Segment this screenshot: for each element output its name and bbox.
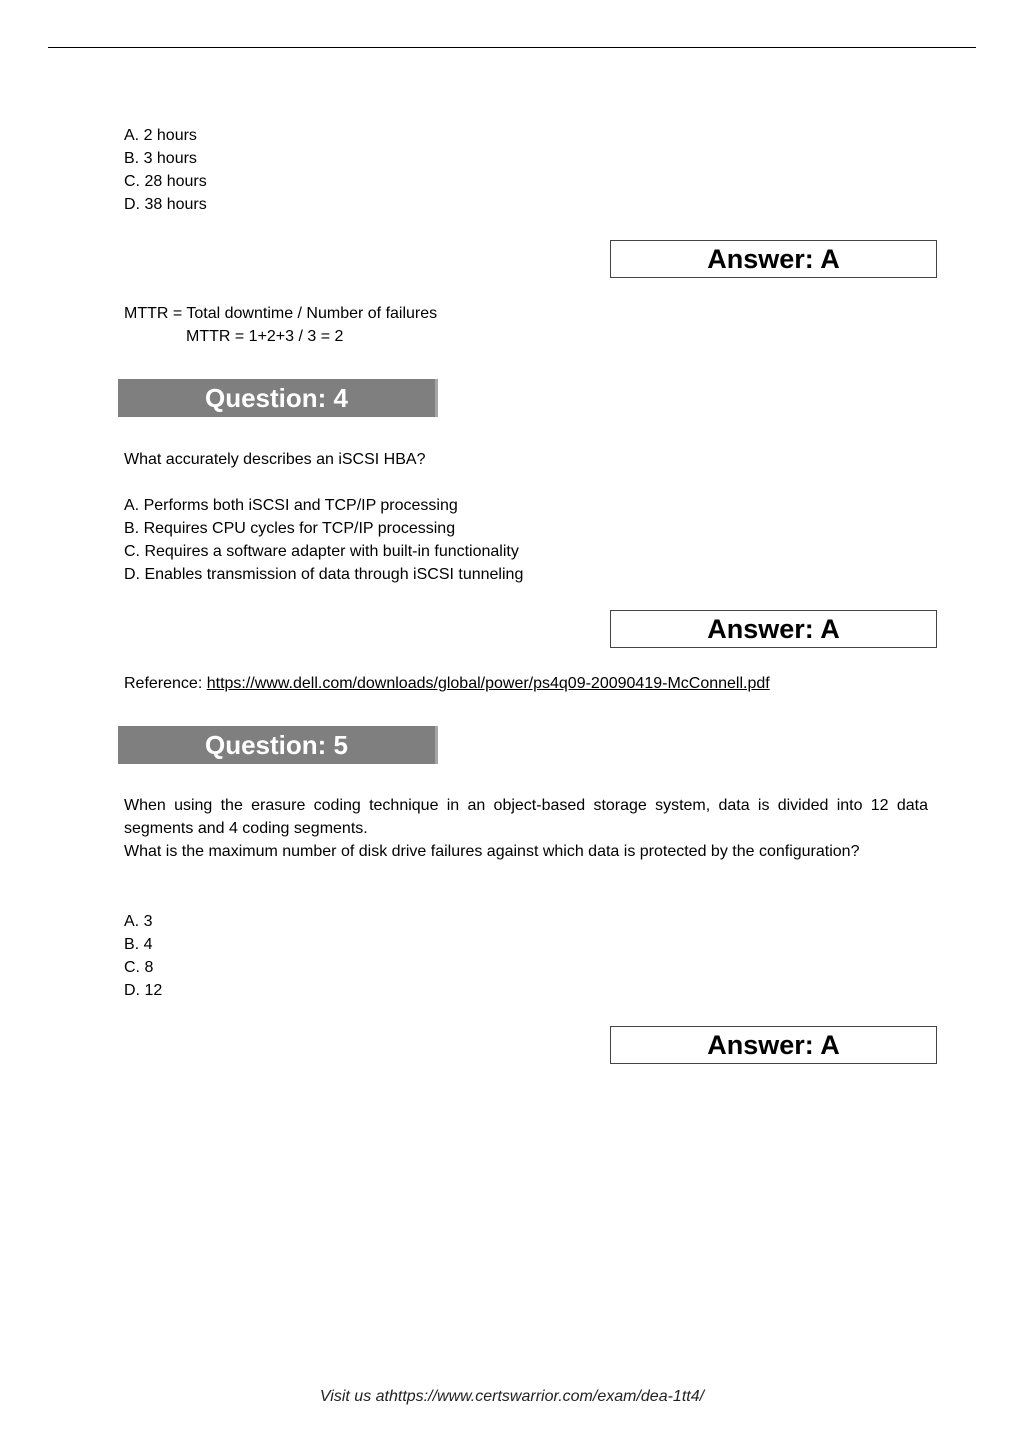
option-b: B. Requires CPU cycles for TCP/IP processing [124, 520, 456, 537]
q5-answer-box: Answer: A [610, 1026, 937, 1064]
option-a: A. Performs both iSCSI and TCP/IP processing [124, 497, 458, 514]
q4-reference [124, 672, 770, 695]
q3-options [124, 124, 207, 216]
question-text: When using the erasure coding technique in an object-based storage system, data is divided into 12 data segments and 4 coding segments. [124, 797, 928, 837]
option-d: D. 38 hours [124, 196, 207, 213]
question-5-heading: Question: 5 [118, 726, 438, 764]
explanation-line: MTTR = Total downtime / Number of failures [124, 305, 438, 322]
option-a: A. 2 hours [124, 127, 197, 144]
question-text: What accurately describes an iSCSI HBA? [124, 451, 426, 468]
option-b: B. 4 [124, 936, 153, 953]
q4-answer-box: Answer: A [610, 610, 937, 648]
q5-question [124, 794, 928, 863]
option-d: D. Enables transmission of data through iSCSI tunneling [124, 566, 524, 583]
q4-options [124, 494, 523, 586]
option-b: B. 3 hours [124, 150, 197, 167]
q3-answer-box: Answer: A [610, 240, 937, 278]
reference-link[interactable]: https://www.dell.com/downloads/global/power/ps4q09-20090419-McConnell.pdf [206, 675, 770, 692]
header-rule [48, 47, 976, 48]
option-d: D. 12 [124, 982, 163, 999]
reference-label: Reference: [124, 675, 207, 692]
question-4-heading: Question: 4 [118, 379, 438, 417]
q3-explanation [124, 302, 437, 348]
explanation-line: MTTR = 1+2+3 / 3 = 2 [186, 328, 344, 345]
footer-visit-link[interactable]: Visit us athttps://www.certswarrior.com/exam/dea-1tt4/ [319, 1388, 705, 1405]
option-c: C. Requires a software adapter with built-in functionality [124, 543, 519, 560]
q4-question [124, 448, 425, 471]
question-text: What is the maximum number of disk drive failures against which data is protected by the configuration? [124, 843, 860, 860]
option-a: A. 3 [124, 913, 153, 930]
option-c: C. 8 [124, 959, 154, 976]
option-c: C. 28 hours [124, 173, 207, 190]
q5-options [124, 910, 162, 1002]
